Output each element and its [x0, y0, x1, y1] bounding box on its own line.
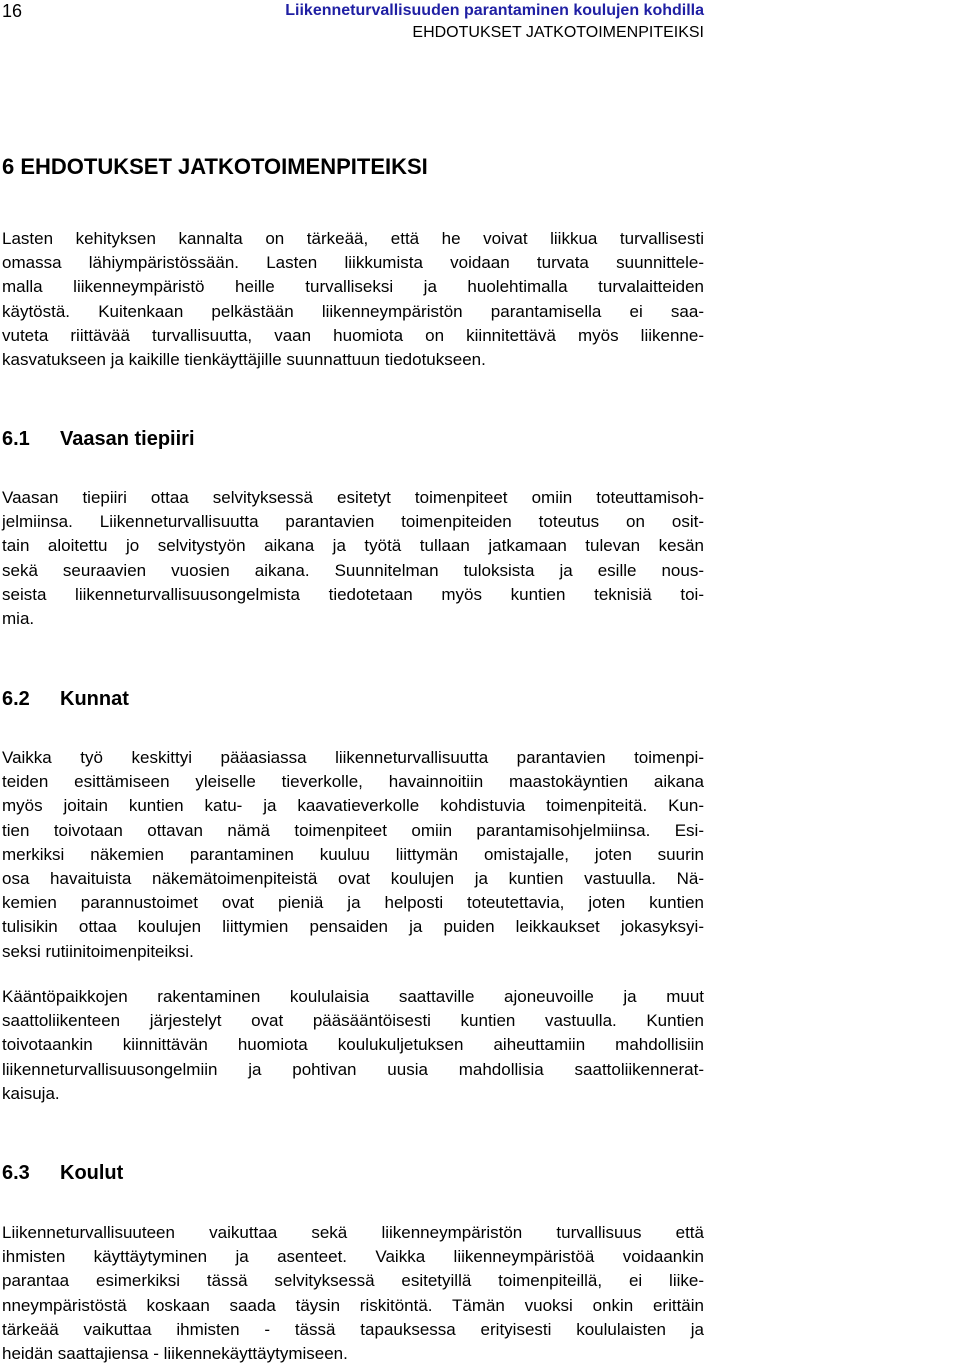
text-line: vuteta riittävää turvallisuutta, vaan huomiota on kiinnitettävä myös liikenne-: [2, 325, 704, 345]
text-line: Vaasan tiepiiri ottaa selvityksessä esitetyt toimenpiteet omiin toteuttamisoh-: [2, 488, 704, 507]
section-6-3-paragraph: [2, 1221, 704, 1366]
text-line: Lasten kehityksen kannalta on tärkeää, että he voivat liikkua turvallisesti: [2, 229, 704, 248]
running-header: [285, 0, 704, 44]
text-line: Liikenneturvallisuuteen vaikuttaa sekä liikenneympäristön turvallisuus että: [2, 1223, 704, 1242]
text-line: tain aloitettu jo selvitystyön aikana ja työtä tullaan jatkamaan tulevan kesän: [2, 536, 704, 556]
section-6-2-paragraph-1: [2, 746, 704, 964]
text-line: sekä seuraavien vuosien aikana. Suunnitelman tuloksista ja esille nous-: [2, 560, 704, 580]
text-line: jelmiinsa. Liikenneturvallisuutta parantavien toimenpiteiden toteutus on osit-: [2, 512, 704, 532]
text-line: kemien parannustoimet ovat pieniä ja helposti toteutettavia, joten kuntien: [2, 893, 704, 913]
text-line: merkiksi näkemien parantaminen kuuluu liittymän omistajalle, joten suurin: [2, 844, 704, 864]
text-line: nneympäristöstä koskaan saada täysin riskitöntä. Tämän vuoksi onkin erittäin: [2, 1295, 704, 1315]
text-line: myös joitain kuntien katu- ja kaavatieverkolle kohdistuvia toimenpiteitä. Kun-: [2, 796, 704, 816]
text-line: tärkeää vaikuttaa ihmisten - tässä tapauksessa erityisesti koululaisten ja: [2, 1319, 704, 1339]
text-line: kasvatukseen ja kaikille tienkäyttäjille suunnattuun tiedotukseen.: [2, 350, 486, 370]
section-number: 6.1: [2, 428, 30, 450]
text-line: omassa lähiympäristössään. Lasten liikkumista voidaan turvata suunnittele-: [2, 253, 704, 273]
text-line: osa havaituista näkemätoimenpiteistä ovat koulujen ja kuntien vastuulla. Nä-: [2, 869, 704, 889]
text-line: mia.: [2, 609, 35, 629]
section-title: Vaasan tiepiiri: [60, 428, 195, 450]
text-line: ihmisten käyttäytyminen ja asenteet. Vaikka liikenneympäristöä voidaankin: [2, 1247, 704, 1267]
text-line: liikenneturvallisuusongelmiin ja pohtivan uusia mahdollisia saattoliikennerat-: [2, 1059, 704, 1079]
running-header-title: Liikenneturvallisuuden parantaminen koulujen kohdilla: [285, 2, 704, 19]
page-number: 16: [2, 1, 23, 21]
section-heading-6-1: [2, 426, 195, 452]
section-6-2-paragraph-2: [2, 985, 704, 1106]
text-line: toivotaankin kiinnittävän huomiota koulukuljetuksen aiheuttamiin mahdollisiin: [2, 1035, 704, 1055]
section-title: Kunnat: [60, 688, 129, 710]
text-line: kaisuja.: [2, 1083, 60, 1103]
text-line: tien toivotaan ottavan nämä toimenpiteet omiin parantamisohjelmiinsa. Esi-: [2, 820, 704, 840]
section-number: 6.3: [2, 1162, 30, 1184]
section-6-1-paragraph: [2, 486, 704, 631]
text-line: parantaa esimerkiksi tässä selvityksessä esitetyillä toimenpiteillä, ei liike-: [2, 1271, 704, 1291]
text-line: tulisikin ottaa koulujen liittymien pensaiden ja puiden leikkaukset jokasyksyi-: [2, 917, 704, 937]
text-line: saattoliikenteen järjestelyt ovat pääsääntöisesti kuntien vastuulla. Kuntien: [2, 1011, 704, 1031]
running-header-chapter: EHDOTUKSET JATKOTOIMENPITEIKSI: [412, 24, 704, 41]
text-line: malla liikenneympäristö heille turvalliseksi ja huolehtimalla turvalaitteiden: [2, 277, 704, 297]
text-line: seksi rutiinitoimenpiteiksi.: [2, 941, 194, 961]
chapter-heading: 6 EHDOTUKSET JATKOTOIMENPITEIKSI: [2, 154, 428, 179]
text-line: käytöstä. Kuitenkaan pelkästään liikenneympäristön parantamisella ei saa-: [2, 301, 704, 321]
section-title: Koulut: [60, 1162, 124, 1184]
section-heading-6-3: [2, 1160, 123, 1186]
section-number: 6.2: [2, 688, 30, 710]
text-line: Vaikka työ keskittyi pääasiassa liikenneturvallisuutta parantavien toimenpi-: [2, 748, 704, 767]
text-line: seista liikenneturvallisuusongelmista tiedotetaan myös kuntien teknisiä toi-: [2, 584, 704, 604]
text-line: Kääntöpaikkojen rakentaminen koululaisia saattaville ajoneuvoille ja muut: [2, 987, 704, 1006]
text-line: teiden esittämiseen yleiselle tieverkolle, havainnoitiin maastokäyntien aikana: [2, 772, 704, 792]
text-line: heidän saattajiensa - liikennekäyttäytymiseen.: [2, 1344, 348, 1364]
intro-paragraph: [2, 227, 704, 372]
section-heading-6-2: [2, 686, 129, 712]
